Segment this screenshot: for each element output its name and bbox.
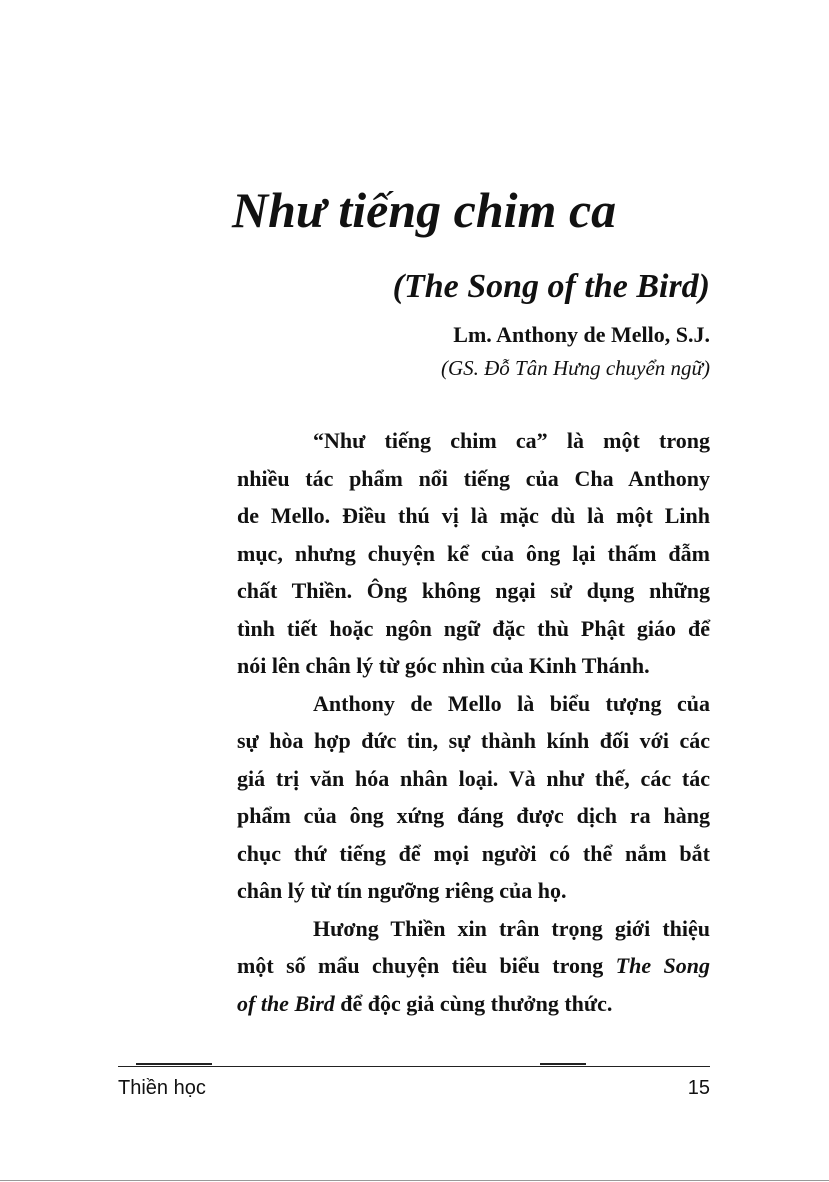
- body-line: chục thứ tiếng để mọi người có thể nắm bắt: [237, 840, 710, 866]
- body-line: tình tiết hoặc ngôn ngữ đặc thù Phật giáo để: [237, 615, 710, 641]
- body-text-span: để độc giả cùng thưởng thức.: [340, 990, 613, 1016]
- author-byline: Lm. Anthony de Mello, S.J.: [453, 322, 710, 347]
- body-line: phẩm của ông xứng đáng được dịch ra hàng: [237, 803, 710, 828]
- body-line: Anthony de Mello là biểu tượng của: [313, 690, 710, 716]
- article-body: [237, 422, 710, 1022]
- body-line: chân lý từ tín ngưỡng riêng của họ.: [237, 878, 567, 903]
- paragraph-1: [237, 422, 710, 685]
- book-title-italic: The Song: [615, 953, 710, 978]
- body-line: giá trị văn hóa nhân loại. Và như thế, các tác: [237, 765, 710, 791]
- footer-rule-mark: [136, 1063, 212, 1065]
- body-line: de Mello. Điều thú vị là mặc dù là một Linh: [237, 503, 710, 528]
- footer-rule: [118, 1066, 710, 1067]
- footer-rule-mark: [540, 1063, 586, 1065]
- body-line: [237, 985, 710, 1023]
- body-text-span: một số mẩu chuyện tiêu biểu trong: [237, 953, 604, 978]
- body-line: mục, nhưng chuyện kể của ông lại thấm đẫm: [237, 540, 710, 566]
- body-line: chất Thiền. Ông không ngại sử dụng những: [237, 578, 710, 603]
- body-line: Hương Thiền xin trân trọng giới thiệu: [313, 915, 710, 941]
- body-line: “Như tiếng chim ca” là một trong: [313, 428, 710, 453]
- page-bottom-edge: [0, 1180, 829, 1181]
- paragraph-2: [237, 685, 710, 910]
- body-line: sự hòa hợp đức tin, sự thành kính đối với các: [237, 728, 710, 753]
- page-subtitle: (The Song of the Bird): [392, 268, 710, 305]
- paragraph-3: [237, 910, 710, 1023]
- page-number: 15: [687, 1077, 710, 1099]
- body-line: nhiều tác phẩm nổi tiếng của Cha Anthony: [237, 465, 710, 491]
- footer-section-name: Thiền học: [118, 1077, 206, 1099]
- body-line: nói lên chân lý từ góc nhìn của Kinh Thánh.: [237, 653, 650, 678]
- book-title-italic: of the Bird: [237, 990, 335, 1016]
- page-title: Như tiếng chim ca: [232, 182, 617, 238]
- body-line: [237, 947, 710, 985]
- translator-credit: (GS. Đỗ Tân Hưng chuyển ngữ): [440, 356, 710, 380]
